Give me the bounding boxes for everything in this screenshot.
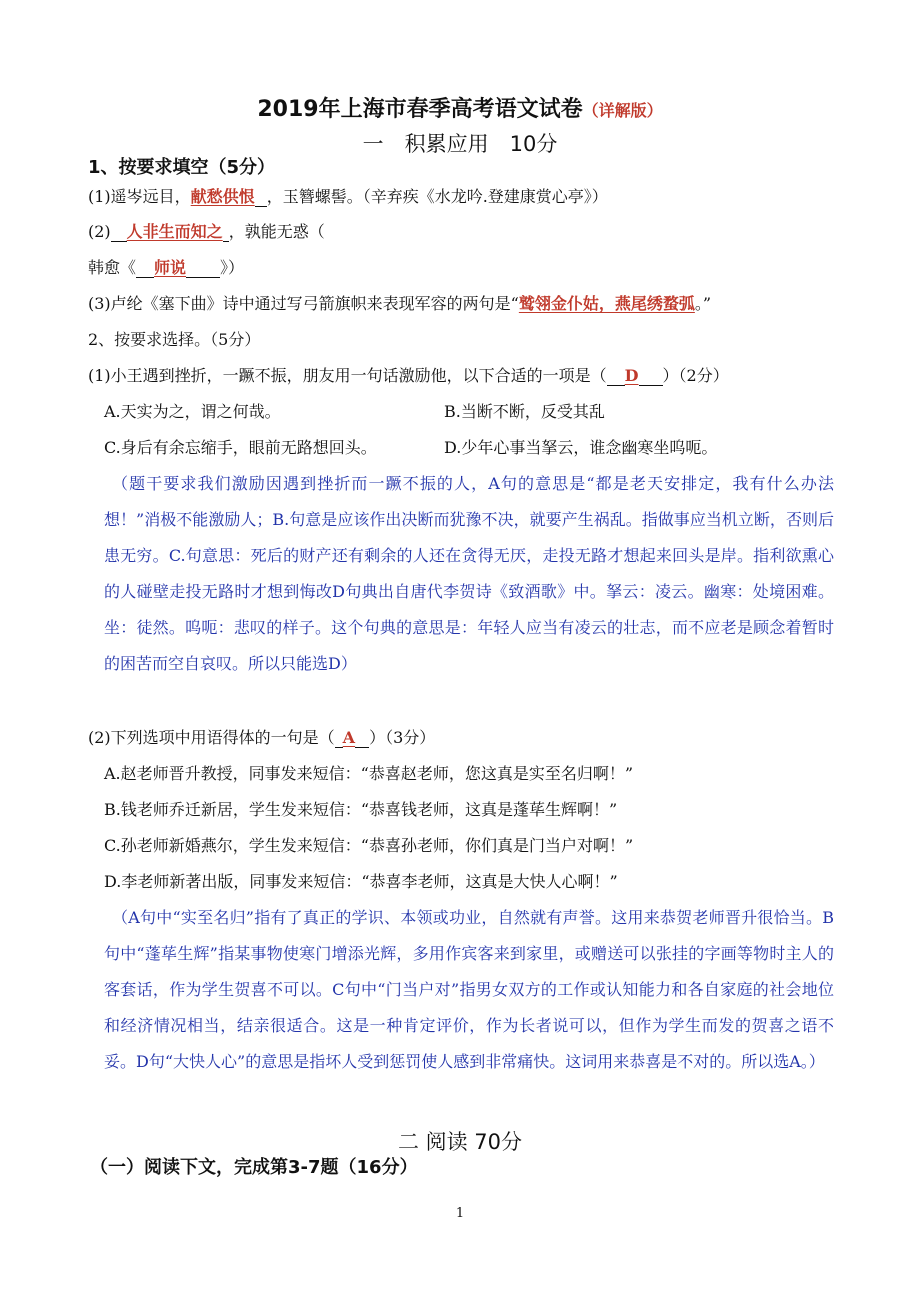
q1-answer-4: 鹫翎金仆姑，燕尾绣蝥弧 [518, 294, 695, 313]
q1-answer-3: 师说 [154, 258, 187, 277]
q2-part-2-stem: (2)下列选项中用语得体的一句是（ A ）（3分） [88, 728, 436, 747]
page-title [0, 92, 920, 123]
question-1-heading: 1、按要求填空（5分） [88, 157, 276, 178]
q1-line-4: (3)卢纶《塞下曲》诗中通过写弓箭旗帜来表现军容的两句是“鹫翎金仆姑，燕尾绣蝥弧。” [88, 294, 712, 313]
reading-subsection-heading: （一）阅读下文，完成第3-7题（16分） [90, 1157, 418, 1178]
q2-part-1-answer: D [624, 366, 639, 385]
q1-answer-1: 献愁供恨 [190, 187, 255, 206]
q1-line-2: (2) 人非生而知之 ，孰能无惑（ [88, 222, 325, 241]
q2-part-1-stem: (1)小王遇到挫折，一蹶不振，朋友用一句话激励他，以下合适的一项是（ D ）（2分） [88, 366, 729, 385]
q1-answer-2: 人非生而知之 [126, 222, 223, 241]
q2-part-2-answer: A [342, 728, 356, 747]
title-main: 2019年上海市春季高考语文试卷 [257, 97, 583, 122]
q2-part-1-explanation: （题干要求我们激励因遇到挫折而一蹶不振的人，A句的意思是“都是老天安排定，我有什么办法想！”消极不能激励人；B.句意是应该作出决断而犹豫不决，就要产生祸乱。指做事应当机立断，否则后患无穷。C.句意思：死后的财产还有剩余的人还在贪得无厌，走投无路才想起来回头是岸。指利欲熏心的人碰壁走投无路时才想到悔改D句典出自唐代李贺诗《致酒歌》中。拏云：凌云。幽寒：处境困难。坐：徒然。呜呃：悲叹的样子。这个句典的意思是：年轻人应当有凌云的壮志，而不应老是顾念着暂时的困苦而空自哀叹。所以只能选D） [104, 474, 834, 673]
q2-p2-option-d: D.李老师新著出版，同事发来短信：“恭喜李老师，这真是大快人心啊！” [104, 872, 618, 891]
question-2-heading: 2、按要求选择。（5分） [88, 330, 261, 349]
q2-p2-option-c: C.孙老师新婚燕尔，学生发来短信：“恭喜孙老师，你们真是门当户对啊！” [104, 836, 634, 855]
q1-line-3: 韩愈《 师说 》） [88, 258, 245, 277]
q2-p1-option-c: C.身后有余忘缩手，眼前无路想回头。 [104, 438, 377, 457]
page-number: 1 [455, 1206, 465, 1221]
q1-line-1: (1)遥岑远目，献愁供恨 ，玉簪螺髻。（辛弃疾《水龙吟.登建康赏心亭》） [88, 187, 608, 206]
q2-p1-option-b: B.当断不断，反受其乱 [444, 402, 605, 421]
title-tag: （详解版） [582, 101, 663, 120]
q2-p1-option-d: D.少年心事当拏云，谁念幽寒坐呜呃。 [444, 438, 718, 457]
q2-p2-option-b: B.钱老师乔迁新居，学生发来短信：“恭喜钱老师，这真是蓬荜生辉啊！” [104, 800, 618, 819]
q2-part-2-explanation: （A句中“实至名归”指有了真正的学识、本领或功业，自然就有声誉。这用来恭贺老师晋升很恰当。B句中“蓬荜生辉”指某事物使寒门增添光辉，多用作宾客来到家里，或赠送可以张挂的字画等物时主人的客套话，作为学生贺喜不可以。C句中“门当户对”指男女双方的工作或认知能力和各自家庭的社会地位和经济情况相当，结亲很适合。这是一种肯定评价，作为长者说可以，但作为学生而发的贺喜之语不妥。D句“大快人心”的意思是指坏人受到惩罚使人感到非常痛快。这词用来恭喜是不对的。所以选A。） [104, 908, 834, 1071]
section-heading-2: 二 阅读 70分 [397, 1130, 523, 1154]
section-heading-1: 一 积累应用 10分 [362, 132, 558, 156]
q2-p1-option-a: A.天实为之，谓之何哉。 [104, 402, 281, 421]
q2-p2-option-a: A.赵老师晋升教授，同事发来短信：“恭喜赵老师，您这真是实至名归啊！” [104, 764, 634, 783]
